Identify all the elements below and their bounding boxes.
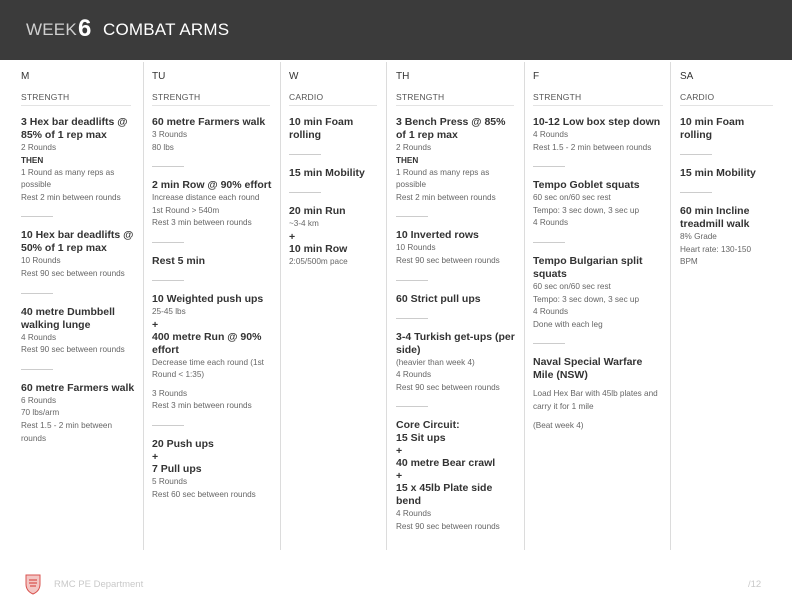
workout-list xyxy=(396,116,518,546)
column-rule xyxy=(396,105,514,106)
day-column-saturday xyxy=(680,62,776,550)
then-label: THEN xyxy=(21,155,44,165)
day-column-tuesday xyxy=(152,62,281,550)
workout-block xyxy=(21,382,137,445)
exercise-detail: 10 Rounds xyxy=(21,256,61,266)
exercise-detail: 6 Rounds xyxy=(21,395,57,405)
exercise-detail: Heart rate: 130-150 BPM xyxy=(680,244,752,267)
block-divider xyxy=(680,154,712,155)
exercise-detail: 25-45 lbs xyxy=(152,306,186,316)
workout-block xyxy=(289,116,379,142)
exercise-detail: 10 Rounds xyxy=(396,243,436,253)
exercise-title: 2 min Row @ 90% effort xyxy=(152,179,272,192)
exercise-detail: 4 Rounds xyxy=(533,218,569,228)
workout-block xyxy=(152,438,274,501)
exercise-detail: 1 Round as many reps as possible xyxy=(21,167,115,190)
column-rule xyxy=(152,105,270,106)
exercise-title: 20 min Run xyxy=(289,205,346,217)
block-divider xyxy=(396,280,428,281)
exercise-title: 15 x 45lb Plate side bend xyxy=(396,482,493,508)
workout-block xyxy=(21,306,137,357)
page-header xyxy=(0,0,792,60)
workout-list xyxy=(152,116,274,513)
exercise-detail: Rest 3 min between rounds xyxy=(152,218,252,228)
plus-sign: + xyxy=(396,470,403,483)
exercise-title: 60 metre Farmers walk xyxy=(152,116,266,128)
exercise-detail: 3 Rounds xyxy=(152,388,188,398)
workout-block xyxy=(289,167,379,180)
plus-sign: + xyxy=(289,230,296,243)
workout-block xyxy=(533,255,665,331)
column-rule xyxy=(533,105,663,106)
workout-block xyxy=(680,205,768,269)
exercise-title: 40 metre Dumbbell walking lunge xyxy=(21,305,115,331)
block-divider xyxy=(21,369,53,370)
category-label: STRENGTH xyxy=(152,92,201,102)
exercise-detail: Rest 90 sec between rounds xyxy=(396,382,500,392)
exercise-title: 15 min Mobility xyxy=(289,167,365,179)
week-number: 6 xyxy=(78,15,92,42)
department-name: RMC PE Department xyxy=(54,579,144,590)
exercise-title: 10 min Foam rolling xyxy=(680,116,745,141)
day-label: M xyxy=(21,71,30,82)
day-label: W xyxy=(289,71,299,82)
exercise-title: 3 Bench Press @ 85% of 1 rep max xyxy=(396,116,506,141)
exercise-detail: Rest 2 min between rounds xyxy=(21,192,121,202)
day-column-wednesday xyxy=(289,62,387,550)
workout-block xyxy=(21,116,137,204)
exercise-title: Naval Special Warfare Mile (NSW) xyxy=(533,356,643,382)
block-divider xyxy=(152,166,184,167)
category-label: STRENGTH xyxy=(533,92,582,102)
exercise-title: Tempo Bulgarian split squats xyxy=(533,254,643,280)
block-divider xyxy=(533,343,565,344)
exercise-title: 10 Inverted rows xyxy=(396,229,479,242)
exercise-detail: 80 lbs xyxy=(152,142,174,152)
workout-block xyxy=(21,229,137,280)
page-number: /12 xyxy=(748,579,762,590)
workout-block xyxy=(533,116,665,154)
exercise-detail: 4 Rounds xyxy=(396,509,432,519)
exercise-detail: Decrease time each round (1st Round < 1:35) xyxy=(152,357,264,380)
day-column-monday xyxy=(21,62,144,550)
exercise-detail: 2 Rounds xyxy=(21,143,57,152)
workout-list xyxy=(289,116,379,280)
exercise-detail: (heavier than week 4) xyxy=(396,357,475,367)
day-label: TU xyxy=(152,71,166,82)
exercise-title: Core Circuit: xyxy=(396,419,460,432)
exercise-title: 15 Sit ups xyxy=(396,432,446,445)
exercise-title: 400 metre Run @ 90% effort xyxy=(152,330,262,356)
exercise-detail: 1st Round > 540m xyxy=(152,205,220,215)
exercise-title: 15 min Mobility xyxy=(680,167,756,179)
workout-block xyxy=(396,419,518,533)
workout-block xyxy=(533,179,665,230)
category-label: STRENGTH xyxy=(21,92,70,102)
plus-sign: + xyxy=(152,450,159,463)
block-divider xyxy=(152,242,184,243)
workout-block xyxy=(533,356,665,432)
workout-block xyxy=(396,229,518,267)
exercise-title: 3-4 Turkish get-ups (per side) xyxy=(396,330,515,356)
workout-block xyxy=(680,116,768,142)
exercise-detail: 5 Rounds xyxy=(152,476,188,486)
exercise-detail: Increase distance each round xyxy=(152,193,260,203)
exercise-detail: Done with each leg xyxy=(533,319,603,329)
exercise-detail: Load Hex Bar with 45lb plates and carry it for 1 mile xyxy=(533,389,658,411)
exercise-title: 60 metre Farmers walk xyxy=(21,381,135,394)
exercise-title: Rest 5 min xyxy=(152,254,206,267)
exercise-title: Tempo Goblet squats xyxy=(533,179,640,192)
exercise-detail: 60 sec on/60 sec rest xyxy=(533,281,611,291)
exercise-detail: Rest 90 sec between rounds xyxy=(21,268,125,278)
block-divider xyxy=(21,216,53,217)
workout-list xyxy=(21,116,137,457)
category-label: CARDIO xyxy=(289,92,324,102)
exercise-title: 3 Hex bar deadlifts @ 85% of 1 rep max xyxy=(21,116,128,141)
workout-block xyxy=(152,293,274,413)
program-title: COMBAT ARMS xyxy=(103,20,230,39)
exercise-title: 20 Push ups xyxy=(152,437,214,450)
block-divider xyxy=(289,192,321,193)
exercise-detail: Rest 1.5 - 2 min between rounds xyxy=(533,142,652,152)
block-divider xyxy=(396,216,428,217)
exercise-detail: 4 Rounds xyxy=(533,130,569,139)
column-rule xyxy=(289,105,377,106)
exercise-title: 60 Strict pull ups xyxy=(396,292,481,305)
exercise-title: 10 min Foam rolling xyxy=(289,116,354,141)
exercise-detail: Rest 90 sec between rounds xyxy=(21,345,125,355)
block-divider xyxy=(152,280,184,281)
exercise-detail: 3 Rounds xyxy=(152,130,188,139)
block-divider xyxy=(533,242,565,243)
exercise-detail: 2 Rounds xyxy=(396,143,432,152)
exercise-title: 10 min Row xyxy=(289,242,348,255)
block-divider xyxy=(533,166,565,167)
exercise-title: 10 Hex bar deadlifts @ 50% of 1 rep max xyxy=(21,229,134,255)
block-divider xyxy=(396,406,428,407)
column-rule xyxy=(680,105,773,106)
block-divider xyxy=(680,192,712,193)
exercise-title: 40 metre Bear crawl xyxy=(396,457,496,470)
exercise-detail: Rest 90 sec between rounds xyxy=(396,255,500,265)
exercise-detail: 1 Round as many reps as possible xyxy=(396,167,490,190)
exercise-title: 60 min Incline treadmill walk xyxy=(680,205,750,230)
workout-list xyxy=(533,116,665,444)
exercise-title: 10-12 Low box step down xyxy=(533,116,661,128)
category-label: CARDIO xyxy=(680,92,715,102)
exercise-detail: Tempo: 3 sec down, 3 sec up xyxy=(533,205,640,215)
day-label: SA xyxy=(680,71,694,82)
exercise-title: 10 Weighted push ups xyxy=(152,292,264,305)
category-label: STRENGTH xyxy=(396,92,445,102)
exercise-detail: 60 sec on/60 sec rest xyxy=(533,193,611,203)
workout-block xyxy=(680,167,768,180)
exercise-detail: (Beat week 4) xyxy=(533,420,584,430)
block-divider xyxy=(289,154,321,155)
day-column-friday xyxy=(533,62,671,550)
exercise-detail: 2:05/500m pace xyxy=(289,256,348,266)
exercise-detail: 70 lbs/arm xyxy=(21,408,60,418)
plus-sign: + xyxy=(152,318,159,331)
workout-list xyxy=(680,116,768,281)
day-column-thursday xyxy=(396,62,525,550)
exercise-detail: 4 Rounds xyxy=(533,307,569,317)
day-label: F xyxy=(533,71,540,82)
workout-block xyxy=(152,255,274,268)
exercise-title: 7 Pull ups xyxy=(152,462,202,475)
workout-block xyxy=(289,205,379,268)
exercise-detail: Rest 2 min between rounds xyxy=(396,192,496,202)
exercise-detail: 4 Rounds xyxy=(21,332,57,342)
exercise-detail: 4 Rounds xyxy=(396,370,432,380)
exercise-detail: Rest 60 sec between rounds xyxy=(152,489,256,499)
workout-block xyxy=(152,116,274,154)
block-divider xyxy=(21,293,53,294)
exercise-detail: Rest 3 min between rounds xyxy=(152,401,252,411)
workout-block xyxy=(396,293,518,306)
exercise-detail: 8% Grade xyxy=(680,232,717,241)
then-label: THEN xyxy=(396,155,419,165)
block-divider xyxy=(152,425,184,426)
column-rule xyxy=(21,105,131,106)
day-label: TH xyxy=(396,71,410,82)
block-divider xyxy=(396,318,428,319)
exercise-detail: ~3-4 km xyxy=(289,219,319,228)
exercise-detail: Rest 1.5 - 2 min between rounds xyxy=(21,420,113,443)
workout-block xyxy=(396,331,518,395)
exercise-detail: Rest 90 sec between rounds xyxy=(396,521,500,531)
rmc-crest-icon xyxy=(24,573,42,595)
exercise-detail: Tempo: 3 sec down, 3 sec up xyxy=(533,294,640,304)
plus-sign: + xyxy=(396,445,403,458)
workout-block xyxy=(152,179,274,230)
week-label: WEEK xyxy=(26,20,77,39)
workout-block xyxy=(396,116,518,204)
